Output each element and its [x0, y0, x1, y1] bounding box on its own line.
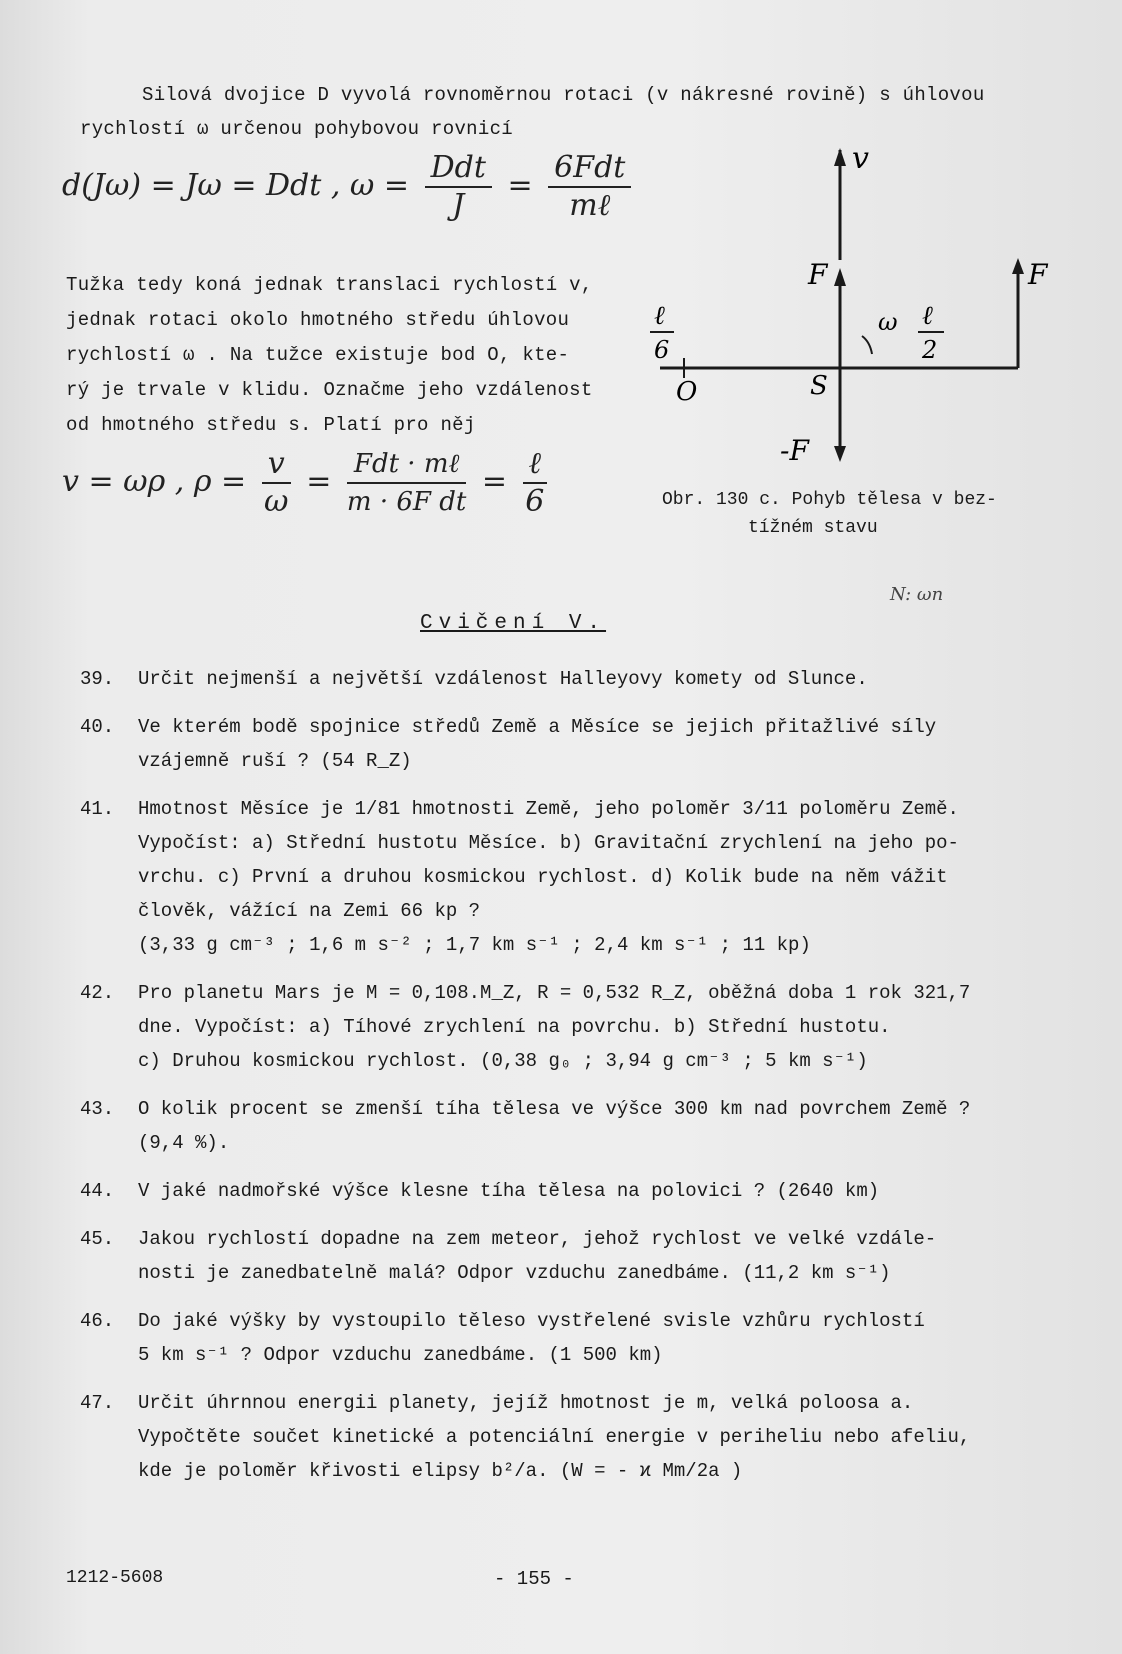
exercise-number: 40.	[80, 716, 115, 738]
para-line: jednak rotaci okolo hmotného středu úhlovou	[66, 309, 570, 331]
exercise-item	[80, 1174, 1080, 1208]
exercise-line: člověk, vážící na Zemi 66 kp ?	[138, 900, 481, 922]
caption-line-2: tížném stavu	[748, 518, 878, 538]
exercise-item	[80, 662, 1080, 696]
exercise-line: Určit úhrnnou energii planety, jejíž hmotnost je m, velká poloosa a.	[138, 1392, 914, 1414]
exercise-number: 46.	[80, 1310, 115, 1332]
eq1-fraction-2	[548, 150, 631, 224]
intro-text	[80, 78, 985, 146]
label-f-right: F	[1028, 258, 1048, 291]
para-line: rý je trvale v klidu. Označme jeho vzdálenost	[66, 379, 593, 401]
eq1-left: d(Jω) = Jω = Ddt , ω =	[62, 168, 410, 203]
page-number: - 155 -	[494, 1568, 574, 1590]
exercise-line: dne. Vypočíst: a) Tíhové zrychlení na povrchu. b) Střední hustotu.	[138, 1016, 891, 1038]
arrow-up-icon	[834, 268, 846, 286]
eq1-equals: =	[507, 168, 533, 203]
intro-line-2: rychlostí ω určenou pohybovou rovnicí	[80, 118, 513, 140]
exercise-line: nosti je zanedbatelně malá? Odpor vzduchu zanedbáme. (11,2 km s⁻¹)	[138, 1262, 891, 1284]
eq1-frac1-den: J	[452, 188, 465, 223]
exercise-item	[80, 710, 1080, 778]
exercise-item	[80, 976, 1080, 1078]
eq2-equals-1: =	[306, 464, 332, 499]
label-l6-den: 6	[654, 336, 670, 364]
exercise-number: 43.	[80, 1098, 115, 1120]
exercise-line: kde je poloměr křivosti elipsy b²/a. (W = - ϰ Mm/2a )	[138, 1460, 743, 1482]
exercise-list	[80, 662, 1080, 1502]
arrow-up-icon	[1012, 258, 1024, 274]
label-v: v	[852, 141, 869, 176]
exercise-line: Pro planetu Mars je M = 0,108.M_Z, R = 0,532 R_Z, oběžná doba 1 rok 321,7	[138, 982, 971, 1004]
exercise-number: 42.	[80, 982, 115, 1004]
exercise-line: 5 km s⁻¹ ? Odpor vzduchu zanedbáme. (1 500 km)	[138, 1344, 663, 1366]
exercise-number: 47.	[80, 1392, 115, 1414]
equation-1	[62, 150, 637, 224]
explanation-paragraph	[66, 268, 593, 443]
print-code: 1212-5608	[66, 1568, 164, 1588]
eq2-frac2-num: Fdt · mℓ	[347, 446, 466, 484]
para-line: rychlostí ω . Na tužce existuje bod O, kte-	[66, 344, 570, 366]
section-heading: Cvičení V.	[420, 612, 607, 635]
exercise-line: Do jaké výšky by vystoupilo těleso vystřelené svisle vzhůru rychlostí	[138, 1310, 925, 1332]
exercise-line: Určit nejmenší a největší vzdálenost Halleyovy komety od Slunce.	[138, 668, 868, 690]
eq2-frac1-den: ω	[263, 484, 289, 519]
exercise-item	[80, 792, 1080, 962]
margin-note: N: ωn	[890, 584, 944, 605]
eq2-equals-2: =	[481, 464, 507, 499]
exercise-line: Jakou rychlostí dopadne na zem meteor, jehož rychlost ve velké vzdále-	[138, 1228, 937, 1250]
label-l2-den: 2	[922, 336, 938, 364]
caption-line-1: Obr. 130 c. Pohyb tělesa v bez-	[662, 490, 997, 510]
exercise-item	[80, 1304, 1080, 1372]
exercise-line: (9,4 %).	[138, 1132, 230, 1154]
exercise-line: c) Druhou kosmickou rychlost. (0,38 g₀ ; 3,94 g cm⁻³ ; 5 km s⁻¹)	[138, 1050, 868, 1072]
exercise-number: 39.	[80, 668, 115, 690]
para-line: od hmotného středu s. Platí pro něj	[66, 414, 476, 436]
exercise-item	[80, 1386, 1080, 1488]
eq2-frac2-den: m · 6F dt	[346, 487, 467, 517]
exercise-line: (3,33 g cm⁻³ ; 1,6 m s⁻² ; 1,7 km s⁻¹ ; 2,4 km s⁻¹ ; 11 kp)	[138, 934, 811, 956]
para-line: Tužka tedy koná jednak translaci rychlostí v,	[66, 274, 593, 296]
exercise-line: Vypočtěte součet kinetické a potenciální energie v periheliu nebo afeliu,	[138, 1426, 971, 1448]
figure-caption	[662, 486, 997, 542]
exercise-line: O kolik procent se zmenší tíha tělesa ve výšce 300 km nad povrchem Země ?	[138, 1098, 971, 1120]
eq2-frac3-num: ℓ	[523, 446, 548, 484]
force-diagram	[640, 140, 1060, 480]
exercise-line: vrchu. c) První a druhou kosmickou rychlost. d) Kolik bude na něm vážit	[138, 866, 948, 888]
eq1-frac2-num: 6Fdt	[548, 150, 631, 188]
exercise-line: Ve kterém bodě spojnice středů Země a Měsíce se jejich přitažlivé síly	[138, 716, 937, 738]
eq2-fraction-2	[347, 446, 466, 520]
exercise-item	[80, 1092, 1080, 1160]
eq2-fraction-3	[523, 446, 548, 520]
intro-line-1: Silová dvojice D vyvolá rovnoměrnou rotaci (v nákresné rovině) s úhlovou	[142, 84, 985, 106]
exercise-line: Vypočíst: a) Střední hustotu Měsíce. b) Gravitační zrychlení na jeho po-	[138, 832, 959, 854]
exercise-number: 41.	[80, 798, 115, 820]
label-l2-num: ℓ	[922, 301, 933, 331]
eq1-frac2-den: mℓ	[569, 188, 611, 223]
equation-2	[62, 446, 553, 520]
label-f-prime: F	[808, 258, 828, 291]
exercise-item	[80, 1222, 1080, 1290]
label-l6-num: ℓ	[654, 301, 665, 331]
exercise-number: 45.	[80, 1228, 115, 1250]
label-o: O	[676, 377, 698, 407]
exercise-line: V jaké nadmořské výšce klesne tíha tělesa na polovici ? (2640 km)	[138, 1180, 880, 1202]
rotation-arc	[862, 336, 872, 354]
exercise-number: 44.	[80, 1180, 115, 1202]
eq1-frac1-num: Ddt	[425, 150, 492, 188]
eq1-fraction-1	[425, 150, 492, 224]
exercise-line: Hmotnost Měsíce je 1/81 hmotnosti Země, jeho poloměr 3/11 poloměru Země.	[138, 798, 959, 820]
eq2-frac3-den: 6	[525, 484, 545, 519]
eq2-frac1-num: v	[262, 446, 291, 484]
label-minus-f: -F	[780, 434, 809, 467]
label-omega: ω	[878, 308, 898, 336]
exercise-line: vzájemně ruší ? (54 R_Z)	[138, 750, 412, 772]
eq2-left: v = ωρ , ρ =	[62, 464, 247, 499]
arrow-down-icon	[834, 446, 846, 462]
label-s: S	[810, 371, 828, 401]
eq2-fraction-1	[262, 446, 291, 520]
arrow-up-icon	[834, 148, 846, 166]
